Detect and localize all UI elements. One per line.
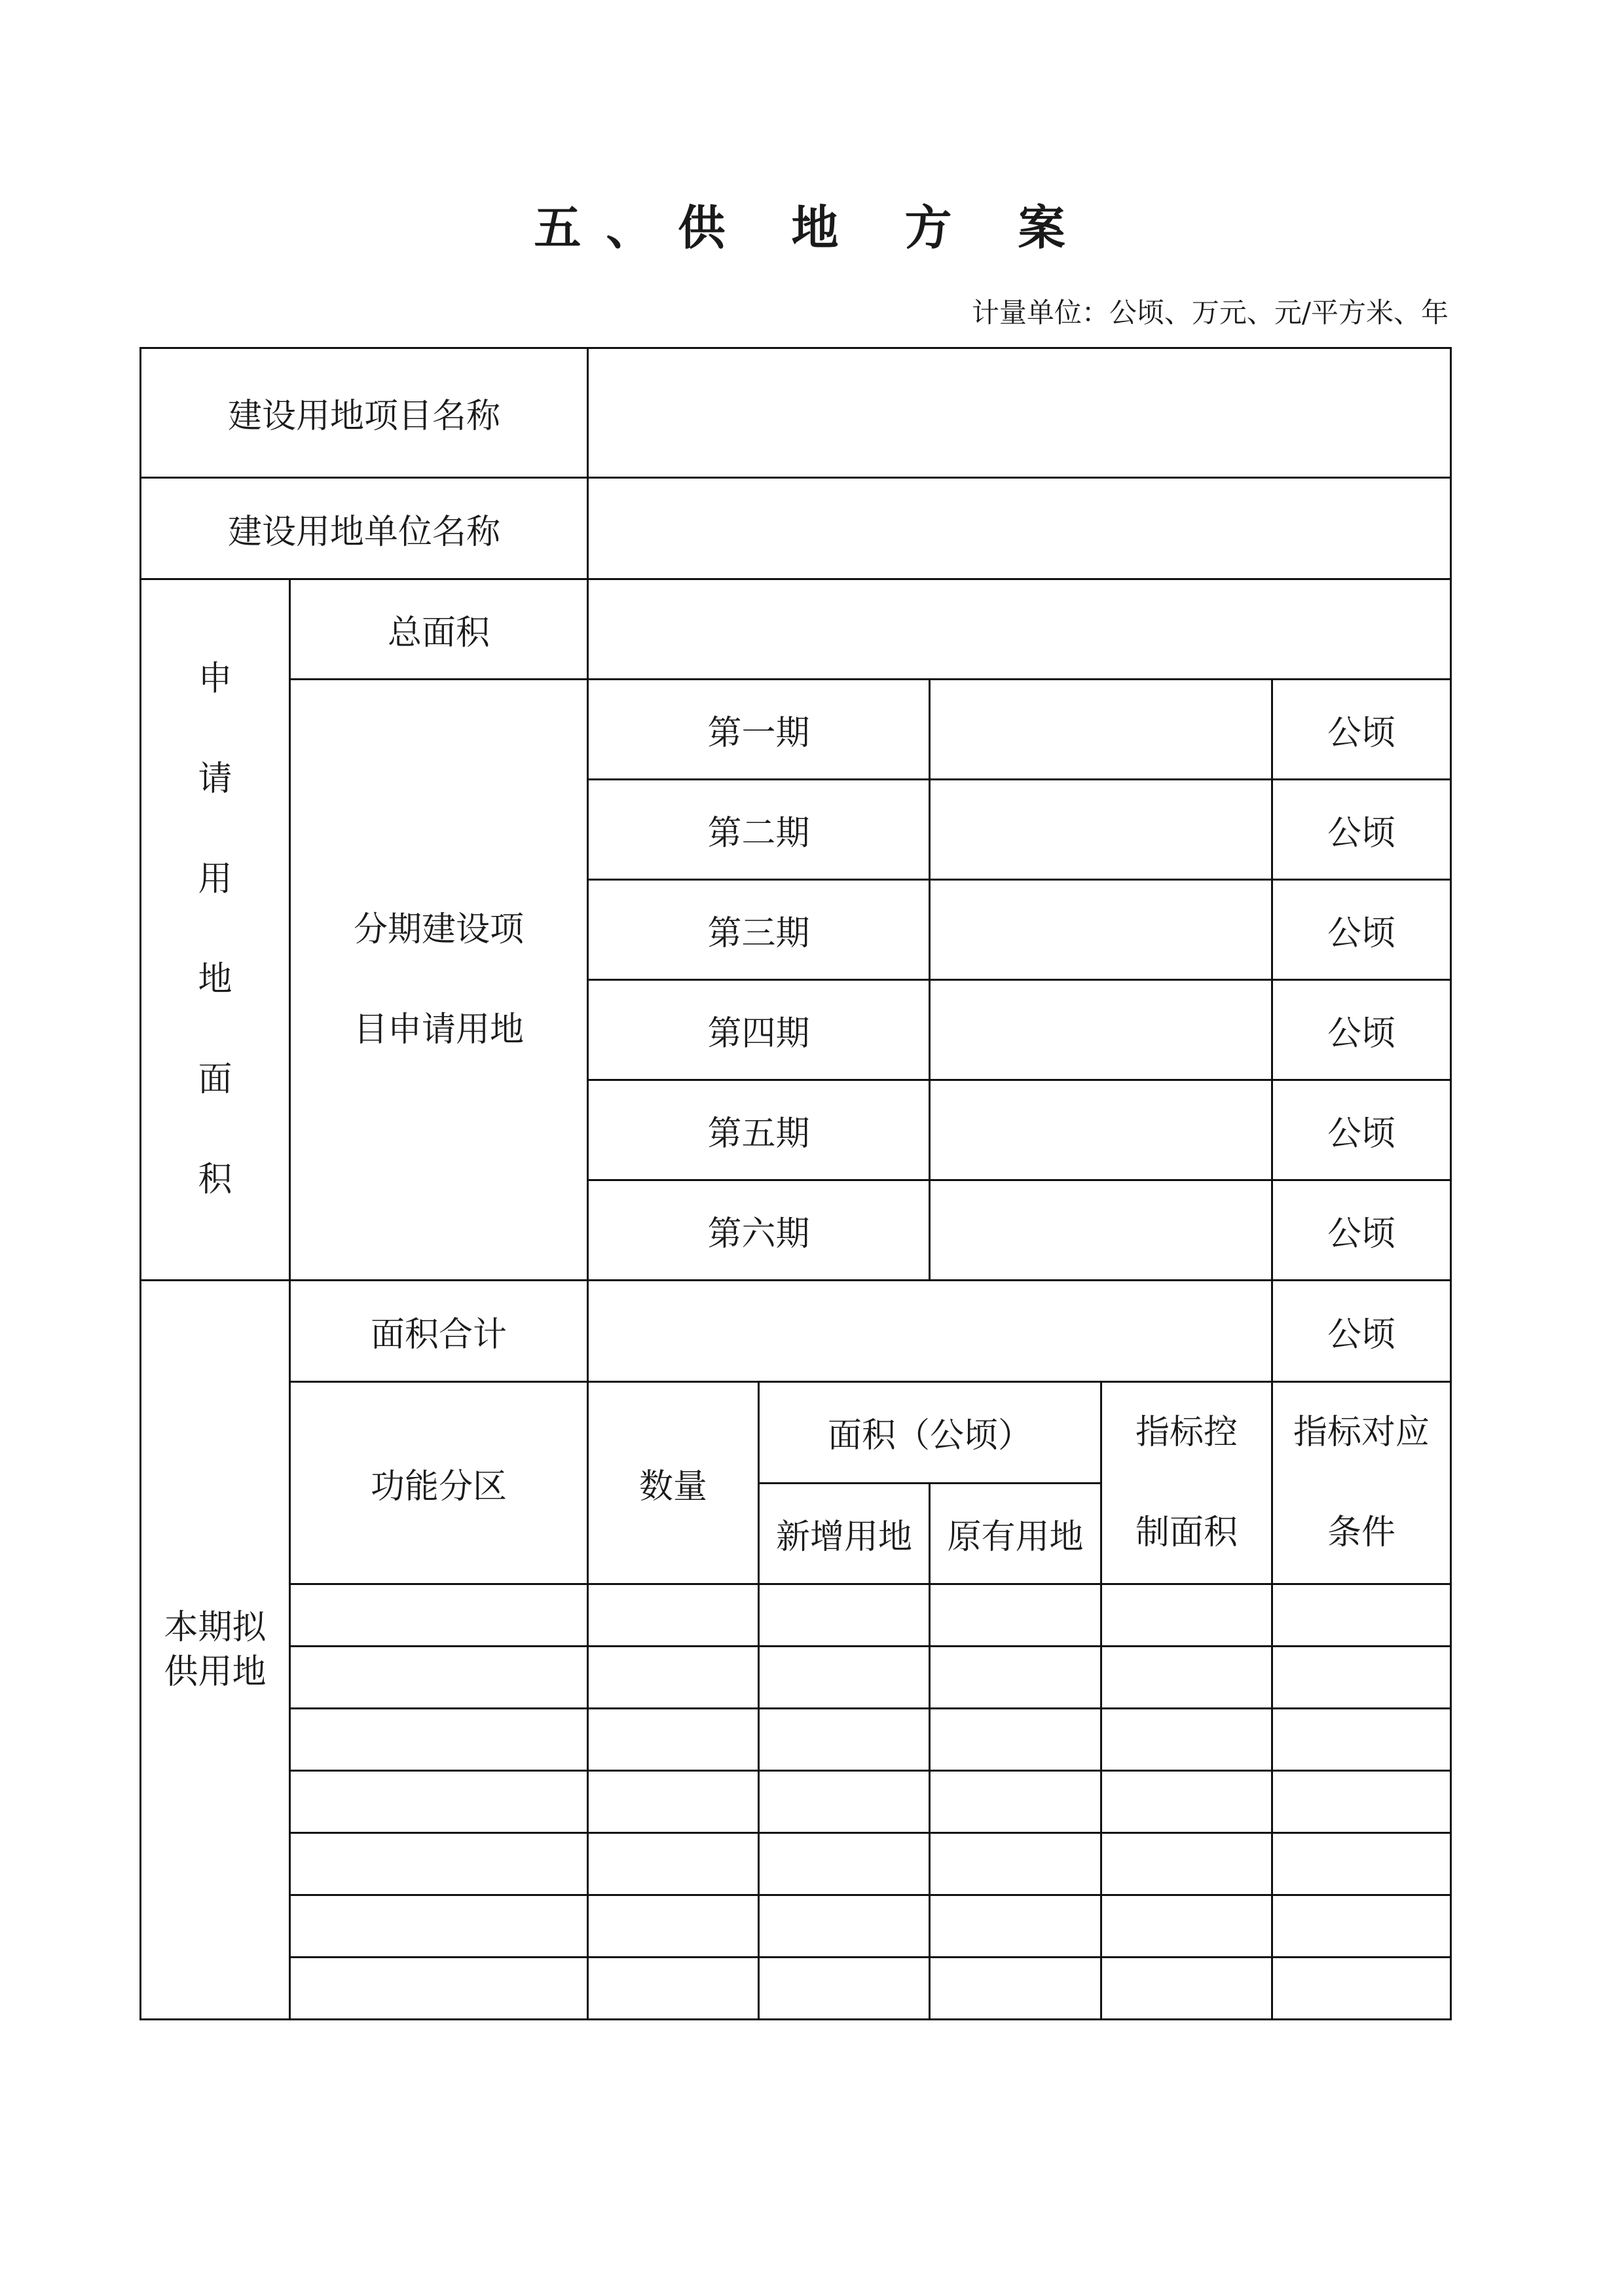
table-row: [141, 1958, 1451, 2020]
cell-indicator-conditions[interactable]: [1272, 1771, 1451, 1833]
header-functional-zone: 功能分区: [290, 1382, 588, 1584]
cell-new-land[interactable]: [759, 1958, 930, 2020]
field-phase-1-area[interactable]: [930, 680, 1272, 780]
label-hectare: 公顷: [1272, 1080, 1451, 1180]
header-existing-land: 原有用地: [930, 1483, 1101, 1584]
cell-quantity[interactable]: [588, 1833, 759, 1895]
cell-existing-land[interactable]: [930, 1958, 1101, 2020]
row-area-total: [141, 1281, 1451, 1382]
indicator-ctrl-line-1: 指标控: [1135, 1413, 1238, 1452]
row-unit-name: [141, 478, 1451, 579]
label-phase: 第六期: [588, 1180, 930, 1281]
cell-indicator-conditions[interactable]: [1272, 1958, 1451, 2020]
phased-line-2: 目申请用地: [354, 1010, 525, 1049]
phased-line-1: 分期建设项: [354, 909, 525, 949]
land-supply-form-table: [139, 347, 1452, 2020]
table-row: [141, 1895, 1451, 1958]
applied-area-char: 地: [198, 960, 232, 999]
page-title: 五、供 地 方 案: [534, 200, 1090, 255]
row-subtable-header-1: [141, 1382, 1451, 1484]
label-applied-area: [141, 579, 290, 1281]
cell-quantity[interactable]: [588, 1958, 759, 2020]
cell-quantity[interactable]: [588, 1584, 759, 1647]
header-indicator-control-area: [1101, 1382, 1272, 1584]
field-project-name[interactable]: [588, 348, 1451, 478]
cell-indicator-conditions[interactable]: [1272, 1895, 1451, 1958]
cell-existing-land[interactable]: [930, 1709, 1101, 1771]
cell-indicator-control-area[interactable]: [1101, 1771, 1272, 1833]
table-row: [141, 1833, 1451, 1895]
cell-new-land[interactable]: [759, 1771, 930, 1833]
label-hectare: 公顷: [1272, 680, 1451, 780]
indicator-ctrl-line-2: 制面积: [1135, 1513, 1238, 1552]
cell-existing-land[interactable]: [930, 1895, 1101, 1958]
header-new-land: 新增用地: [759, 1483, 930, 1584]
indicator-cond-line-2: 条件: [1327, 1513, 1396, 1552]
table-row: [141, 1771, 1451, 1833]
cell-indicator-conditions[interactable]: [1272, 1584, 1451, 1647]
label-total-area: 总面积: [290, 579, 588, 680]
cell-indicator-control-area[interactable]: [1101, 1958, 1272, 2020]
cell-existing-land[interactable]: [930, 1833, 1101, 1895]
field-total-area[interactable]: [588, 579, 1451, 680]
cell-functional-zone[interactable]: [290, 1584, 588, 1647]
cell-functional-zone[interactable]: [290, 1647, 588, 1709]
label-phase: 第五期: [588, 1080, 930, 1180]
cell-functional-zone[interactable]: [290, 1895, 588, 1958]
field-unit-name[interactable]: [588, 478, 1451, 579]
header-indicator-conditions: [1272, 1382, 1451, 1584]
label-hectare: 公顷: [1272, 1281, 1451, 1382]
table-row: [141, 1584, 1451, 1647]
cell-indicator-control-area[interactable]: [1101, 1833, 1272, 1895]
field-phase-4-area[interactable]: [930, 980, 1272, 1080]
current-line-2: 供用地: [164, 1652, 267, 1692]
unit-note: 计量单位：公顷、万元、元/平方米、年: [971, 297, 1449, 329]
field-area-total[interactable]: [588, 1281, 1272, 1382]
applied-area-char: 面: [198, 1060, 232, 1099]
field-phase-3-area[interactable]: [930, 880, 1272, 980]
cell-new-land[interactable]: [759, 1709, 930, 1771]
label-current-supply: [141, 1281, 290, 2020]
cell-quantity[interactable]: [588, 1771, 759, 1833]
header-area-hectare: 面积（公顷）: [759, 1382, 1101, 1484]
cell-indicator-conditions[interactable]: [1272, 1709, 1451, 1771]
cell-indicator-control-area[interactable]: [1101, 1647, 1272, 1709]
cell-functional-zone[interactable]: [290, 1771, 588, 1833]
label-phase: 第四期: [588, 980, 930, 1080]
cell-new-land[interactable]: [759, 1833, 930, 1895]
field-phase-5-area[interactable]: [930, 1080, 1272, 1180]
applied-area-char: 申: [198, 659, 232, 699]
table-row: [141, 1647, 1451, 1709]
row-phase-1: [141, 680, 1451, 780]
field-phase-2-area[interactable]: [930, 780, 1272, 880]
cell-quantity[interactable]: [588, 1709, 759, 1771]
cell-functional-zone[interactable]: [290, 1958, 588, 2020]
cell-new-land[interactable]: [759, 1584, 930, 1647]
cell-existing-land[interactable]: [930, 1771, 1101, 1833]
cell-indicator-control-area[interactable]: [1101, 1584, 1272, 1647]
label-phased-application: [290, 680, 588, 1281]
label-phase: 第二期: [588, 780, 930, 880]
cell-functional-zone[interactable]: [290, 1709, 588, 1771]
field-phase-6-area[interactable]: [930, 1180, 1272, 1281]
cell-quantity[interactable]: [588, 1895, 759, 1958]
applied-area-char: 用: [198, 860, 232, 899]
cell-quantity[interactable]: [588, 1647, 759, 1709]
label-phase: 第一期: [588, 680, 930, 780]
cell-existing-land[interactable]: [930, 1647, 1101, 1709]
applied-area-char: 请: [198, 759, 232, 799]
label-hectare: 公顷: [1272, 780, 1451, 880]
cell-new-land[interactable]: [759, 1647, 930, 1709]
cell-indicator-conditions[interactable]: [1272, 1833, 1451, 1895]
label-hectare: 公顷: [1272, 880, 1451, 980]
cell-indicator-control-area[interactable]: [1101, 1709, 1272, 1771]
label-hectare: 公顷: [1272, 980, 1451, 1080]
label-project-name: 建设用地项目名称: [141, 348, 588, 478]
row-project-name: [141, 348, 1451, 478]
label-unit-name: 建设用地单位名称: [141, 478, 588, 579]
current-line-1: 本期拟: [164, 1608, 267, 1647]
cell-indicator-conditions[interactable]: [1272, 1647, 1451, 1709]
cell-new-land[interactable]: [759, 1895, 930, 1958]
table-row: [141, 1709, 1451, 1771]
applied-area-char: 积: [198, 1160, 232, 1199]
header-quantity: 数量: [588, 1382, 759, 1584]
label-phase: 第三期: [588, 880, 930, 980]
label-area-total: 面积合计: [290, 1281, 588, 1382]
cell-functional-zone[interactable]: [290, 1833, 588, 1895]
label-hectare: 公顷: [1272, 1180, 1451, 1281]
cell-indicator-control-area[interactable]: [1101, 1895, 1272, 1958]
row-total-area: [141, 579, 1451, 680]
cell-existing-land[interactable]: [930, 1584, 1101, 1647]
indicator-cond-line-1: 指标对应: [1293, 1413, 1430, 1452]
